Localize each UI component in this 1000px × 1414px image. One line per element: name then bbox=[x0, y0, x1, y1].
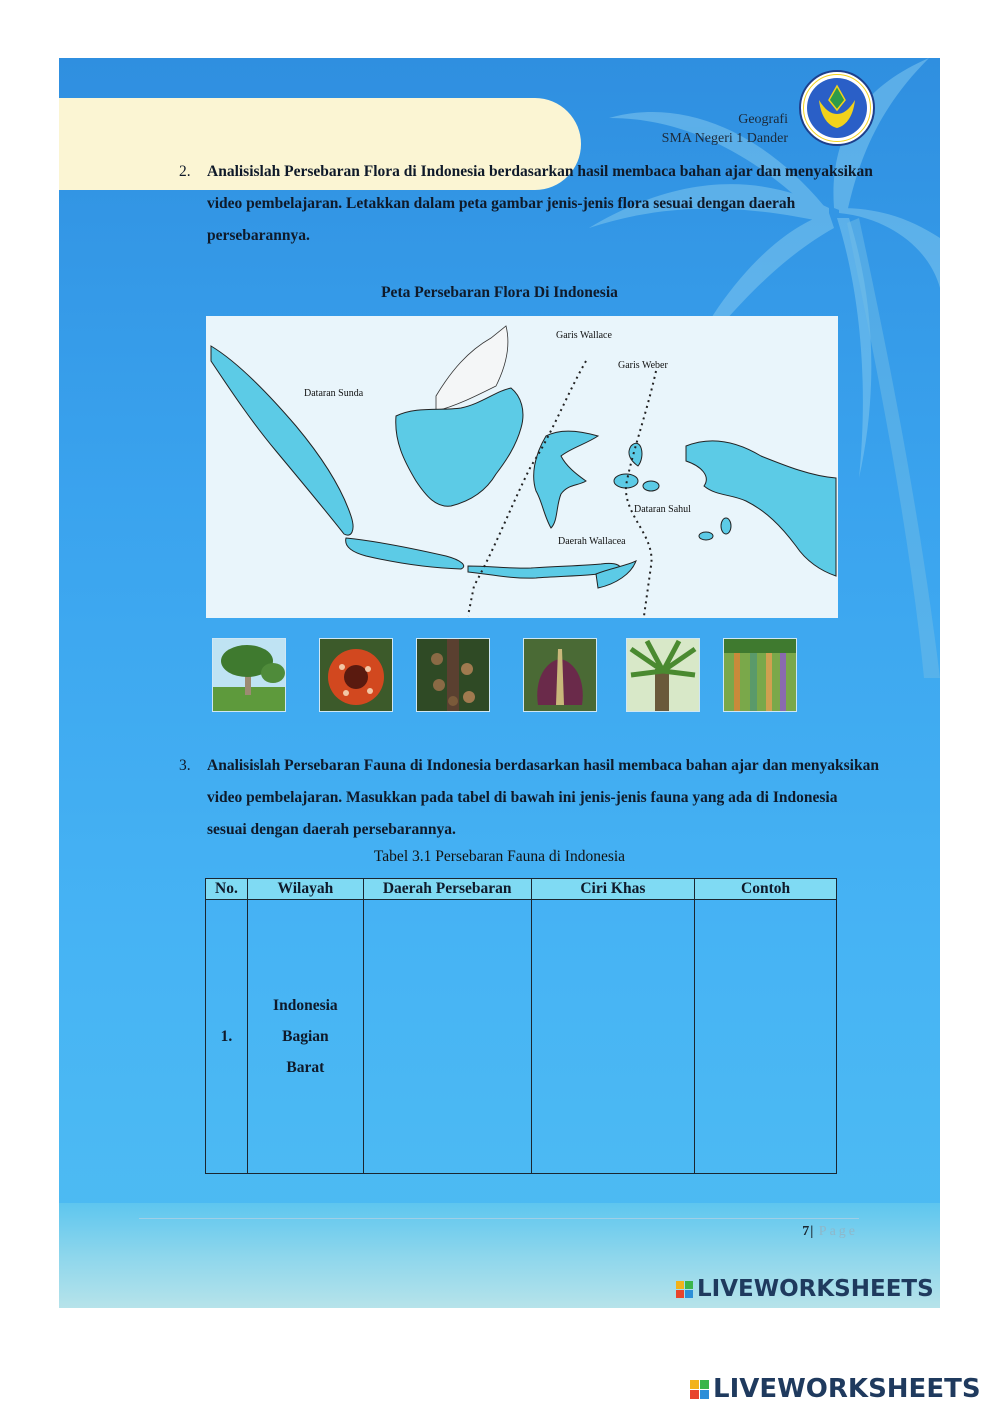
page-separator: | bbox=[810, 1224, 815, 1239]
liveworksheets-brand-inner: LIVEWORKSHEETS bbox=[697, 1276, 934, 1302]
flora-image-rafflesia[interactable] bbox=[319, 638, 393, 712]
question-3 bbox=[179, 750, 879, 846]
page-number bbox=[802, 1224, 858, 1240]
label-dataran-sahul: Dataran Sahul bbox=[634, 504, 691, 515]
question-3-text: Analisislah Persebaran Fauna di Indonesia berdasarkan hasil membaca bahan ajar dan menyaksikan video pembelajaran. Masukkan pada tabel di bawah ini jenis-jenis fauna yang ada di Indonesia sesuai dengan daerah persebarannya. bbox=[207, 757, 879, 838]
header-daerah-persebaran: Daerah Persebaran bbox=[363, 879, 531, 900]
wilayah-line: Indonesia bbox=[273, 997, 338, 1014]
flora-image-eucalyptus[interactable] bbox=[212, 638, 286, 712]
flora-image-fruit-tree[interactable] bbox=[416, 638, 490, 712]
label-dataran-sunda: Dataran Sunda bbox=[304, 388, 364, 399]
header-wilayah: Wilayah bbox=[247, 879, 363, 900]
label-wallace-line: Garis Wallace bbox=[556, 330, 612, 341]
cell-ciri-khas-input[interactable] bbox=[531, 900, 695, 1174]
subject-label: Geografi bbox=[738, 112, 788, 127]
cell-contoh-input[interactable] bbox=[695, 900, 837, 1174]
flora-image-corpse-flower[interactable] bbox=[523, 638, 597, 712]
school-logo bbox=[799, 70, 875, 146]
school-info bbox=[662, 110, 788, 148]
liveworksheets-grid-icon bbox=[690, 1380, 710, 1400]
question-3-number: 3. bbox=[179, 757, 191, 774]
header-contoh: Contoh bbox=[695, 879, 837, 900]
table-title: Tabel 3.1 Persebaran Fauna di Indonesia bbox=[373, 848, 626, 865]
liveworksheets-logo-inner bbox=[676, 1276, 934, 1302]
question-2-text: Analisislah Persebaran Flora di Indonesia berdasarkan hasil membaca bahan ajar dan menyaksikan video pembelajaran. Letakkan dalam peta gambar jenis-jenis flora sesuai dengan daerah persebarannya. bbox=[207, 163, 873, 244]
fauna-table bbox=[205, 878, 837, 1174]
map-title: Peta Persebaran Flora Di Indonesia bbox=[381, 284, 618, 301]
label-weber-line: Garis Weber bbox=[618, 360, 668, 371]
question-2 bbox=[179, 156, 879, 252]
cell-wilayah bbox=[247, 900, 363, 1174]
worksheet-page bbox=[59, 58, 940, 1308]
footer-divider bbox=[139, 1218, 859, 1219]
liveworksheets-brand: LIVEWORKSHEETS bbox=[713, 1374, 981, 1404]
wilayah-line: Barat bbox=[286, 1059, 325, 1076]
label-daerah-wallacea: Daerah Wallacea bbox=[558, 536, 626, 547]
cell-no: 1. bbox=[206, 900, 248, 1174]
question-2-number: 2. bbox=[179, 163, 191, 180]
header-ciri-khas: Ciri Khas bbox=[531, 879, 695, 900]
cell-daerah-persebaran-input[interactable] bbox=[363, 900, 531, 1174]
liveworksheets-grid-icon bbox=[676, 1281, 694, 1299]
table-row bbox=[206, 900, 837, 1174]
school-name: SMA Negeri 1 Dander bbox=[661, 131, 788, 146]
page-label: Page bbox=[818, 1224, 858, 1239]
table-header-row bbox=[206, 879, 837, 900]
liveworksheets-logo[interactable] bbox=[690, 1374, 981, 1404]
page-number-value: 7 bbox=[802, 1224, 811, 1239]
header-no: No. bbox=[206, 879, 248, 900]
indonesia-flora-map[interactable] bbox=[206, 316, 838, 618]
wilayah-line: Bagian bbox=[282, 1028, 329, 1045]
flora-image-rainbow-eucalyptus[interactable] bbox=[723, 638, 797, 712]
flora-image-palm[interactable] bbox=[626, 638, 700, 712]
